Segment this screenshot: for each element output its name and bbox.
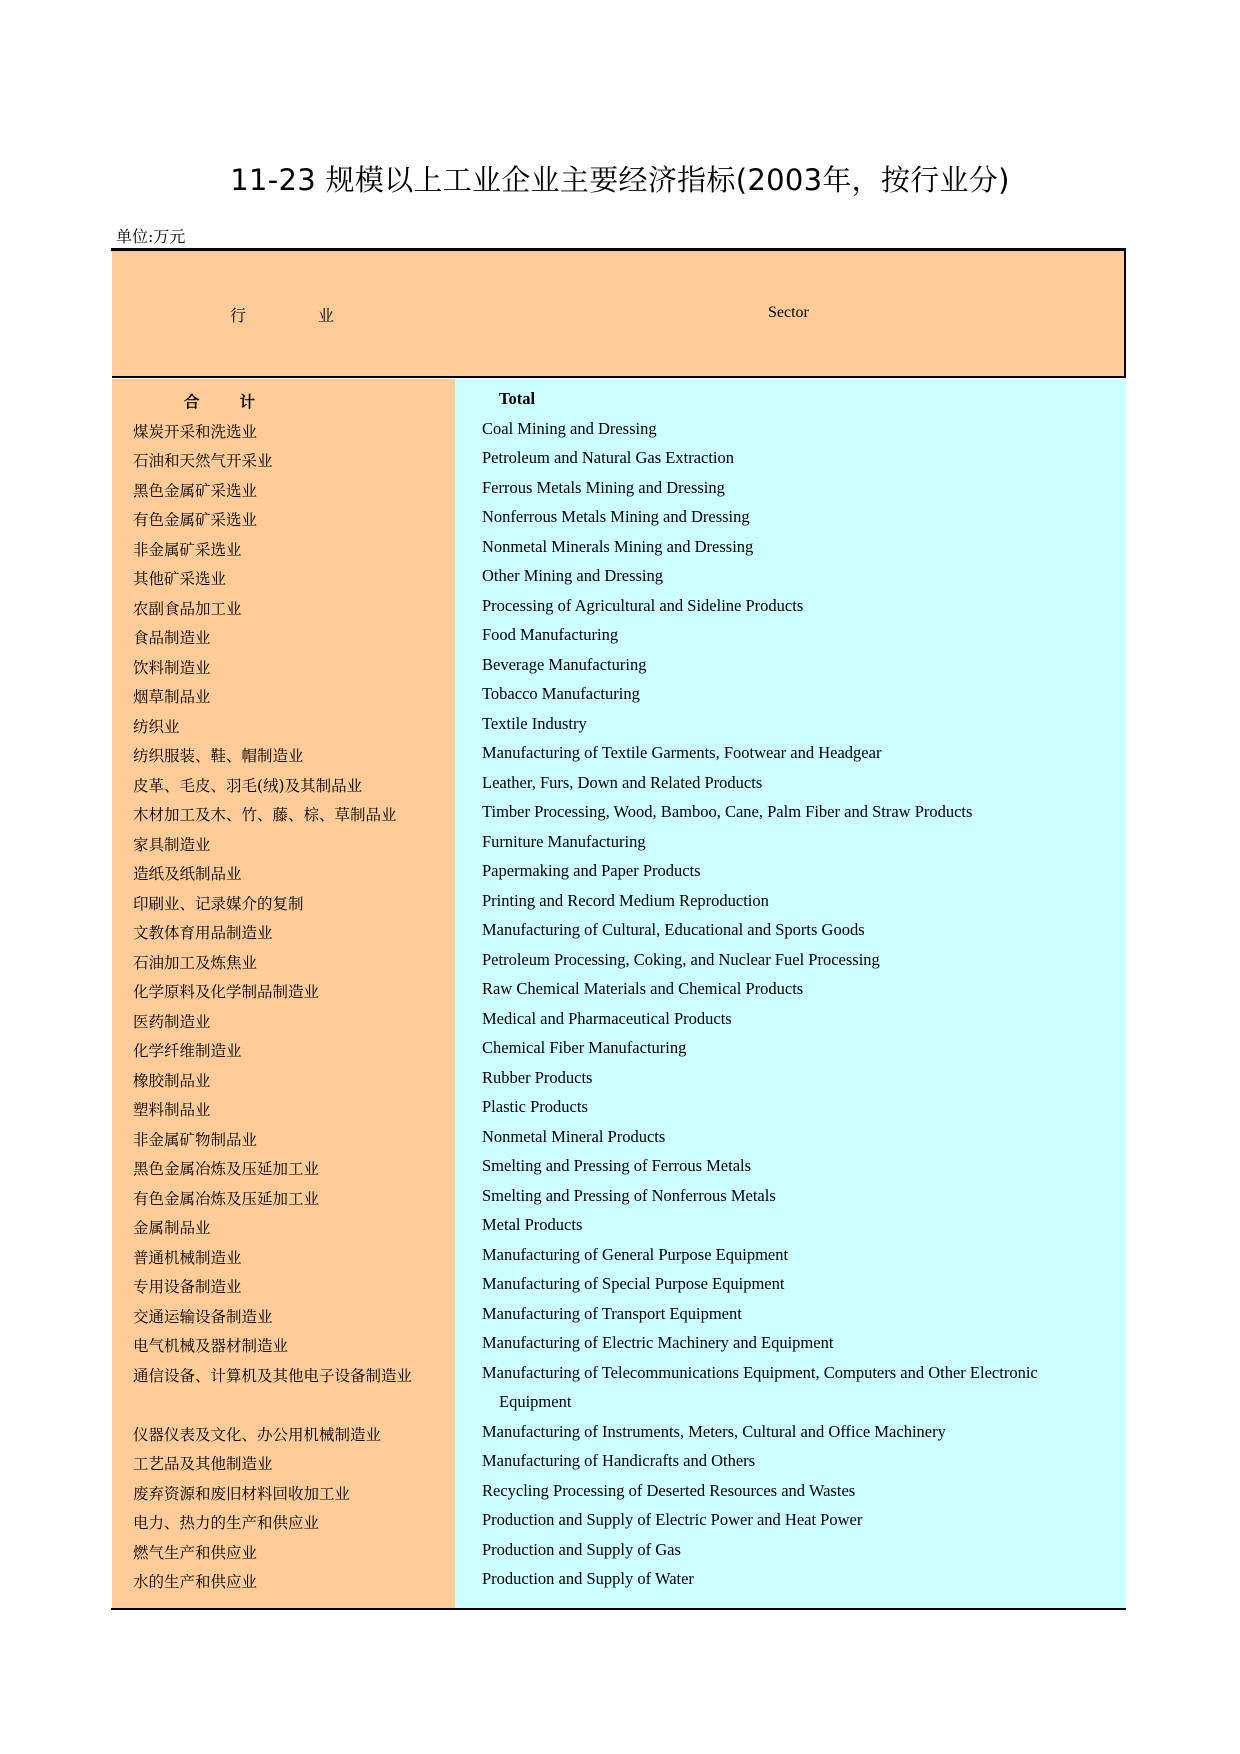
sector-name-en-text: Smelting and Pressing of Ferrous Metals [482, 1156, 752, 1175]
sector-name-zh: 石油和天然气开采业 [133, 452, 273, 470]
table-row [112, 741, 1126, 771]
sector-name-en [482, 1476, 1082, 1506]
sector-name-en-text: Production and Supply of Water [482, 1569, 694, 1588]
sector-name-en [482, 1446, 1082, 1476]
total-label-zh: 合计 [184, 392, 296, 411]
sector-name-zh: 废弃资源和废旧材料回收加工业 [133, 1484, 351, 1503]
sector-name-en [482, 1269, 1082, 1299]
sector-name-zh: 医药制造业 [133, 1012, 211, 1031]
table-row [112, 918, 1126, 948]
sector-name-zh: 农副食品加工业 [133, 599, 242, 618]
table-row [112, 1066, 1126, 1096]
sector-name-zh: 化学纤维制造业 [133, 1042, 242, 1060]
header-sector-zh: 行业 [230, 306, 407, 325]
total-label-en: Total [499, 389, 536, 408]
page-title: 11-23 规模以上工业企业主要经济指标(2003年，按行业分) [230, 163, 1010, 197]
table-row [112, 800, 1126, 830]
sector-name-en-text: Rubber Products [482, 1067, 593, 1087]
sector-name-en-text: Processing of Agricultural and Sideline Products [482, 595, 804, 615]
sector-name-zh: 塑料制品业 [133, 1101, 211, 1119]
sector-name-en-text: Manufacturing of General Purpose Equipment [482, 1244, 789, 1264]
sector-name-zh: 印刷业、记录媒介的复制 [133, 894, 304, 913]
sector-name-zh: 电气机械及器材制造业 [133, 1337, 289, 1355]
sector-name-en-text: Nonmetal Mineral Products [482, 1126, 666, 1146]
sector-name-en-text: Production and Supply of Gas [482, 1539, 681, 1559]
sector-name-zh: 燃气生产和供应业 [133, 1543, 258, 1562]
table-row [112, 1154, 1126, 1184]
sector-name-zh: 工艺品及其他制造业 [133, 1455, 273, 1473]
sector-name-en [482, 856, 1082, 886]
sector-name-en-text: Manufacturing of Transport Equipment [482, 1303, 742, 1323]
table-row [112, 1036, 1126, 1066]
sector-name-en [482, 591, 1082, 621]
sector-name-en [482, 1122, 1082, 1152]
table-row [112, 1272, 1126, 1302]
sector-name-zh: 黑色金属冶炼及压延加工业 [133, 1160, 320, 1178]
sector-name-zh: 饮料制造业 [133, 658, 211, 677]
table-row [112, 1302, 1126, 1332]
sector-name-en-text: Manufacturing of Special Purpose Equipment [482, 1274, 785, 1293]
sector-name-en [482, 1299, 1082, 1329]
sector-name-en-text: Production and Supply of Electric Power and Heat Power [482, 1510, 863, 1529]
sector-name-en-text: Ferrous Metals Mining and Dressing [482, 477, 725, 497]
sector-name-en [482, 1033, 1082, 1063]
sector-name-en [482, 1240, 1082, 1270]
table-row [112, 1567, 1126, 1597]
sector-name-en-text: Papermaking and Paper Products [482, 861, 701, 880]
sector-name-zh: 其他矿采选业 [133, 570, 227, 588]
sector-name-en-text: Manufacturing of Handicrafts and Others [482, 1451, 756, 1470]
sector-name-en-text: Coal Mining and Dressing [482, 418, 657, 438]
sector-name-en [482, 1151, 1082, 1181]
sector-name-zh: 黑色金属矿采选业 [133, 481, 258, 500]
table-row [112, 505, 1126, 535]
sector-name-en-text: Printing and Record Medium Reproduction [482, 890, 769, 910]
sector-name-zh: 普通机械制造业 [133, 1248, 242, 1267]
sector-name-en [482, 532, 1082, 562]
sector-name-en [482, 1358, 1082, 1417]
sector-name-en [482, 502, 1082, 532]
sector-name-en [482, 1505, 1082, 1535]
sector-name-zh: 皮革、毛皮、羽毛(绒)及其制品业 [133, 776, 363, 795]
sector-name-zh: 通信设备、计算机及其他电子设备制造业 [133, 1366, 413, 1385]
sector-name-en [482, 561, 1082, 591]
sector-name-en [482, 945, 1082, 975]
table-row [112, 1007, 1126, 1037]
sector-name-zh: 电力、热力的生产和供应业 [133, 1514, 320, 1532]
sector-name-en [482, 1417, 1082, 1447]
table-row [112, 1243, 1126, 1273]
sector-name-en [482, 709, 1082, 739]
table-row [112, 1538, 1126, 1568]
sector-name-zh: 专用设备制造业 [133, 1278, 242, 1296]
table-row [112, 653, 1126, 683]
sector-name-zh: 石油加工及炼焦业 [133, 953, 258, 972]
sector-name-en-text: Medical and Pharmaceutical Products [482, 1008, 732, 1028]
sector-name-en [482, 1004, 1082, 1034]
sector-name-en-text: Nonmetal Minerals Mining and Dressing [482, 536, 754, 556]
table-row [112, 476, 1126, 506]
sector-name-en [482, 886, 1082, 916]
sector-name-zh: 水的生产和供应业 [133, 1573, 258, 1591]
sector-name-en-text: Manufacturing of Telecommunications Equipment, Computers and Other Electronic [482, 1362, 1038, 1382]
sector-name-en-text: Metal Products [482, 1215, 583, 1234]
table-row [112, 446, 1126, 476]
table-row-total [112, 387, 1126, 417]
table-row [112, 564, 1126, 594]
sector-name-en-continuation: Equipment [499, 1392, 572, 1411]
sector-name-en-text: Food Manufacturing [482, 625, 619, 644]
table-row [112, 1361, 1126, 1420]
sector-name-en [482, 650, 1082, 680]
sector-name-zh: 家具制造业 [133, 835, 211, 854]
sector-name-en-text: Manufacturing of Cultural, Educational and Sports Goods [482, 920, 865, 939]
sector-name-zh: 文教体育用品制造业 [133, 924, 273, 942]
sector-name-zh: 橡胶制品业 [133, 1071, 211, 1090]
table-row [112, 1420, 1126, 1450]
table-bottom-rule [111, 1608, 1126, 1610]
sector-name-en [482, 620, 1082, 650]
sector-name-en-text: Petroleum Processing, Coking, and Nuclear Fuel Processing [482, 949, 880, 969]
table-row [112, 977, 1126, 1007]
sector-name-en-text: Raw Chemical Materials and Chemical Products [482, 979, 804, 998]
table-row [112, 1184, 1126, 1214]
sector-name-en [482, 1535, 1082, 1565]
table-row [112, 1449, 1126, 1479]
sector-name-zh: 金属制品业 [133, 1219, 211, 1237]
sector-name-en [482, 1092, 1082, 1122]
table-row [112, 594, 1126, 624]
sector-name-en-text: Recycling Processing of Deserted Resources and Wastes [482, 1480, 856, 1500]
sector-name-en [482, 738, 1082, 768]
sector-name-en [482, 915, 1082, 945]
sector-name-en [482, 473, 1082, 503]
sector-name-zh: 非金属矿采选业 [133, 540, 242, 559]
sector-name-en-text: Textile Industry [482, 713, 587, 733]
row-list [112, 417, 1126, 1597]
sector-name-zh: 化学原料及化学制品制造业 [133, 983, 320, 1001]
sector-name-en-text: Beverage Manufacturing [482, 654, 647, 674]
header-sector-en: Sector [768, 304, 809, 321]
table-row [112, 1479, 1126, 1509]
sector-name-zh: 食品制造业 [133, 629, 211, 647]
table-row [112, 535, 1126, 565]
sector-name-en-text: Nonferrous Metals Mining and Dressing [482, 507, 750, 526]
sector-name-en [482, 797, 1082, 827]
sector-name-en [482, 1564, 1082, 1594]
sector-name-zh: 煤炭开采和洗选业 [133, 422, 258, 441]
sector-name-en [482, 414, 1082, 444]
sector-name-en-text: Furniture Manufacturing [482, 831, 646, 851]
sector-name-en-text: Timber Processing, Wood, Bamboo, Cane, Palm Fiber and Straw Products [482, 802, 973, 821]
table-row [112, 948, 1126, 978]
sector-name-zh: 木材加工及木、竹、藤、棕、草制品业 [133, 806, 397, 824]
sector-name-en-text: Manufacturing of Electric Machinery and Equipment [482, 1333, 834, 1352]
sector-name-en [482, 1181, 1082, 1211]
table-row [112, 623, 1126, 653]
sector-name-en [482, 1328, 1082, 1358]
sector-name-zh: 烟草制品业 [133, 688, 211, 706]
table-body [112, 387, 1126, 1597]
sector-name-zh: 有色金属矿采选业 [133, 511, 258, 529]
sector-name-en-text: Chemical Fiber Manufacturing [482, 1038, 687, 1057]
unit-label: 单位:万元 [116, 227, 186, 246]
sector-name-en-text: Petroleum and Natural Gas Extraction [482, 448, 735, 467]
table-row [112, 830, 1126, 860]
sector-name-en-text: Manufacturing of Textile Garments, Footwear and Headgear [482, 743, 882, 762]
sector-name-zh: 非金属矿物制品业 [133, 1130, 258, 1149]
table-row [112, 1095, 1126, 1125]
sector-name-zh: 交通运输设备制造业 [133, 1307, 273, 1326]
sector-name-en [482, 1210, 1082, 1240]
sector-name-zh: 纺织服装、鞋、帽制造业 [133, 747, 304, 765]
table-header [112, 251, 1126, 378]
table-row [112, 1213, 1126, 1243]
table-row [112, 1508, 1126, 1538]
sector-name-en [482, 827, 1082, 857]
table-row [112, 682, 1126, 712]
table-row [112, 417, 1126, 447]
sector-name-en [482, 1063, 1082, 1093]
sector-name-en-text: Tobacco Manufacturing [482, 684, 640, 703]
sector-name-en [482, 443, 1082, 473]
sector-name-en-text: Other Mining and Dressing [482, 566, 664, 585]
table-row [112, 771, 1126, 801]
sector-name-en [482, 768, 1082, 798]
sector-name-zh: 有色金属冶炼及压延加工业 [133, 1189, 320, 1208]
sector-name-zh: 造纸及纸制品业 [133, 865, 242, 883]
sector-name-en [482, 679, 1082, 709]
sector-name-en-text: Manufacturing of Instruments, Meters, Cultural and Office Machinery [482, 1421, 946, 1441]
sector-name-en-text: Plastic Products [482, 1097, 588, 1116]
sector-name-en-text: Leather, Furs, Down and Related Products [482, 772, 763, 792]
sector-name-zh: 纺织业 [133, 717, 180, 736]
table-row [112, 1125, 1126, 1155]
table-row [112, 889, 1126, 919]
table-row [112, 712, 1126, 742]
table-row [112, 1331, 1126, 1361]
sector-name-en-text: Smelting and Pressing of Nonferrous Metals [482, 1185, 776, 1205]
table-row [112, 859, 1126, 889]
sector-name-zh: 仪器仪表及文化、办公用机械制造业 [133, 1425, 382, 1444]
sector-name-en [482, 974, 1082, 1004]
